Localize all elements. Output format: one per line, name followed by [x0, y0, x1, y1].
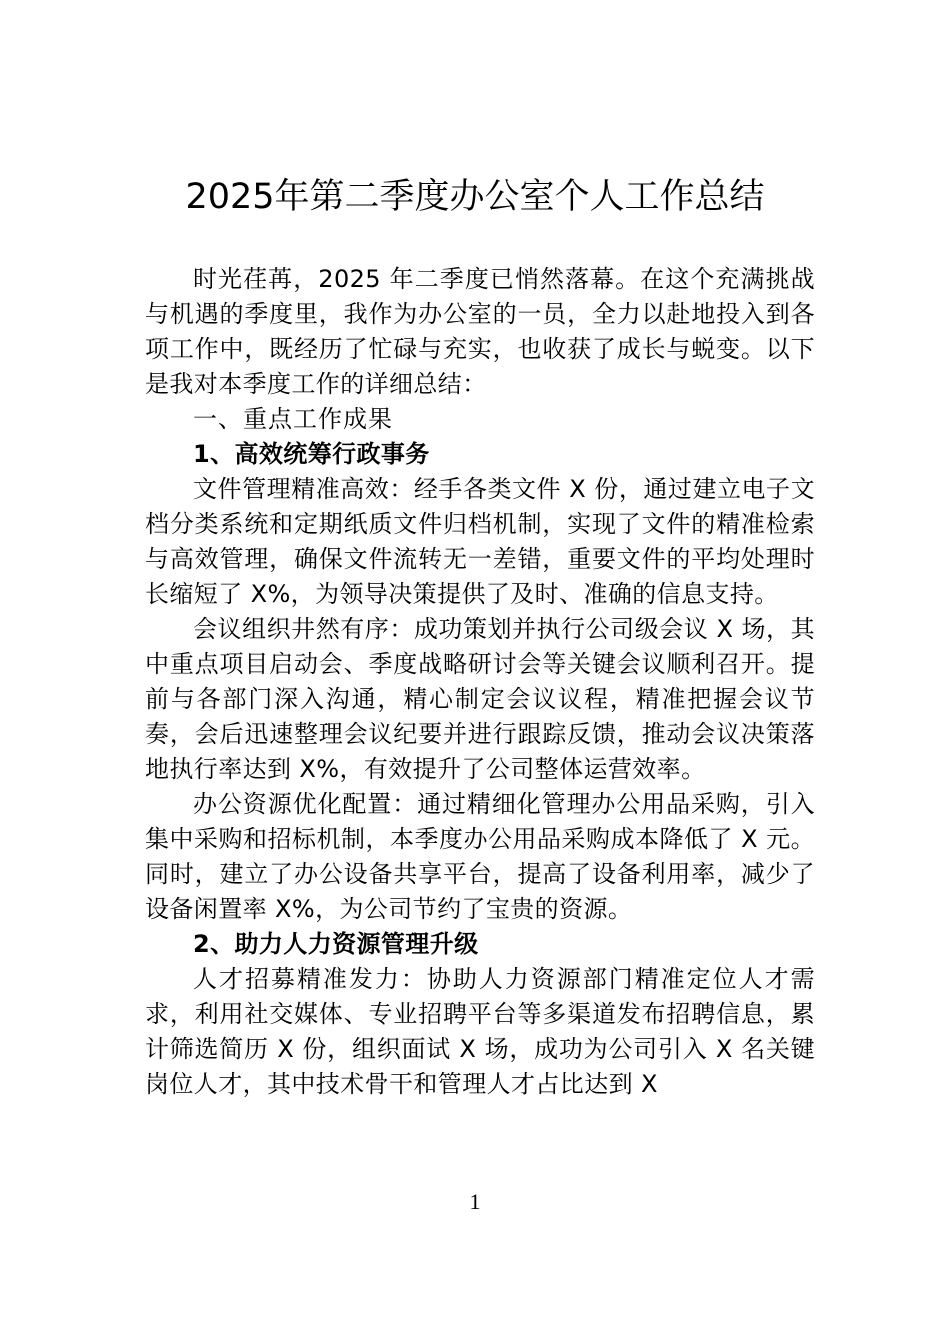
- intro-paragraph: 时光荏苒，2025 年二季度已悄然落幕。在这个充满挑战与机遇的季度里，我作为办公室的一员，全力以赴地投入到各项工作中，既经历了忙碌与充实，也收获了成长与蜕变。以下是我对本季度工作的详细总结：: [145, 265, 815, 398]
- section-heading-key-achievements: 一、重点工作成果: [193, 405, 393, 433]
- paragraph-talent-recruitment: 人才招募精准发力：协助人力资源部门精准定位人才需求，利用社交媒体、专业招聘平台等多渠道发布招聘信息，累计筛选简历 X 份，组织面试 X 场，成功为公司引入 X 名关键岗位人才，其中技术骨干和管理人才占比达到 X: [145, 965, 815, 1098]
- page-number: 1: [469, 1189, 481, 1214]
- document-body: [145, 262, 815, 1102]
- paragraph-meeting-organization: 会议组织井然有序：成功策划并执行公司级会议 X 场，其中重点项目启动会、季度战略研讨会等关键会议顺利召开。提前与各部门深入沟通，精心制定会议议程，精准把握会议节奏，会后迅速整理会议纪要并进行跟踪反馈，推动会议决策落地执行率达到 X%，有效提升了公司整体运营效率。: [145, 615, 815, 783]
- document-title: 2025年第二季度办公室个人工作总结: [185, 177, 765, 217]
- paragraph-office-resources: 办公资源优化配置：通过精细化管理办公用品采购，引入集中采购和招标机制，本季度办公用品采购成本降低了 X 元。同时，建立了办公设备共享平台，提高了设备利用率，减少了设备闲置率 X%，为公司节约了宝贵的资源。: [145, 790, 815, 923]
- paragraph-file-management: 文件管理精准高效：经手各类文件 X 份，通过建立电子文档分类系统和定期纸质文件归档机制，实现了文件的精准检索与高效管理，确保文件流转无一差错，重要文件的平均处理时长缩短了 X%，为领导决策提供了及时、准确的信息支持。: [145, 475, 815, 608]
- subsection-heading-hr-management: 2、助力人力资源管理升级: [193, 930, 479, 958]
- subsection-heading-admin-affairs: 1、高效统筹行政事务: [193, 440, 430, 468]
